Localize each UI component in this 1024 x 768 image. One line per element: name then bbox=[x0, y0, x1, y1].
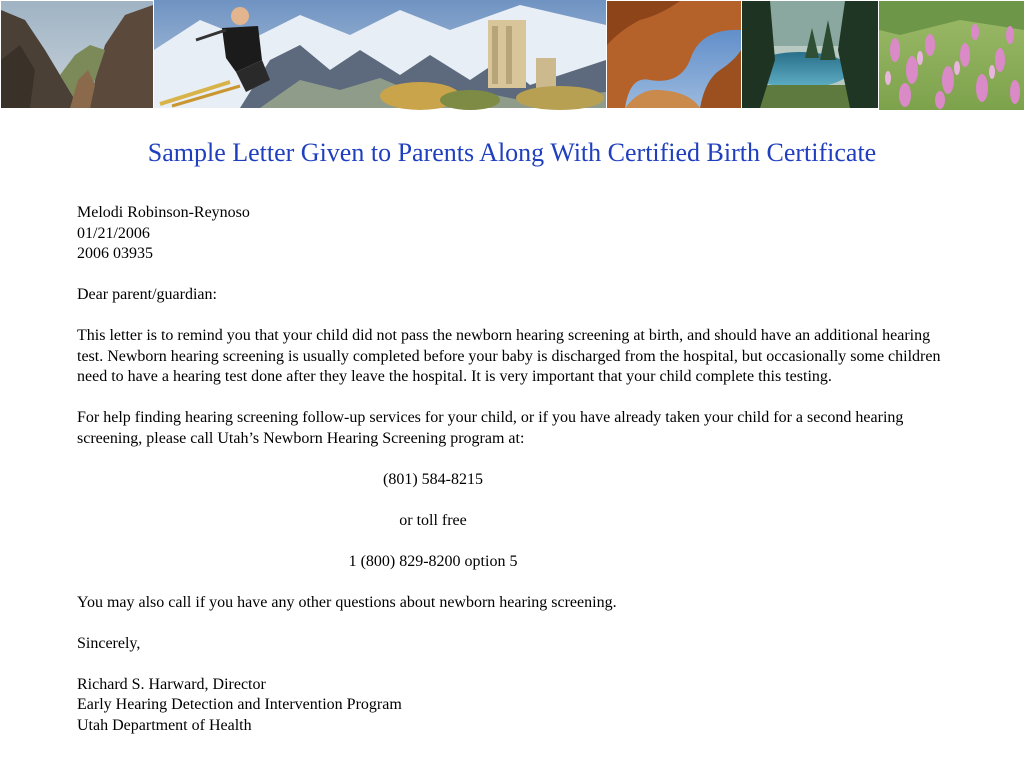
signer-name: Richard S. Harward, Director bbox=[77, 675, 266, 693]
paragraph-reminder: This letter is to remind you that your child did not pass the newborn hearing screening at birth, and should have an additional hearing test. Newborn hearing screening is usually completed before your baby is discharged from the hospital, but occasionally some children need to have a hearing test done after they leave the hospital. It is very important that your child complete this testing. bbox=[77, 327, 941, 385]
photo-banner bbox=[0, 0, 1024, 110]
skier-mountains-city-photo bbox=[154, 0, 606, 110]
signer-department: Utah Department of Health bbox=[77, 716, 252, 734]
signer-program: Early Hearing Detection and Intervention Program bbox=[77, 696, 402, 713]
wildflower-meadow-photo bbox=[879, 1, 1024, 110]
page-title: Sample Letter Given to Parents Along With Certified Birth Certificate bbox=[147, 138, 877, 167]
phone-local: (801) 584-8215 bbox=[383, 470, 483, 488]
mountain-lake-photo bbox=[742, 1, 878, 108]
salutation: Dear parent/guardian: bbox=[77, 286, 217, 303]
letter-body bbox=[77, 203, 957, 736]
canyon-photo bbox=[1, 1, 153, 108]
closing: Sincerely, bbox=[77, 634, 141, 652]
birth-date: 01/21/2006 bbox=[77, 224, 150, 242]
arch-rock-photo bbox=[607, 1, 741, 108]
child-name: Melodi Robinson-Reynoso bbox=[77, 204, 250, 221]
certificate-number: 2006 03935 bbox=[77, 245, 153, 262]
phone-toll-free: 1 (800) 829-8200 option 5 bbox=[348, 552, 518, 570]
paragraph-help: For help finding hearing screening follow-up services for your child, or if you have already taken your child for a second hearing screening, please call Utah’s Newborn Hearing Screening program at: bbox=[77, 409, 904, 447]
paragraph-questions: You may also call if you have any other questions about newborn hearing screening. bbox=[77, 593, 617, 611]
or-toll-free: or toll free bbox=[399, 511, 467, 529]
